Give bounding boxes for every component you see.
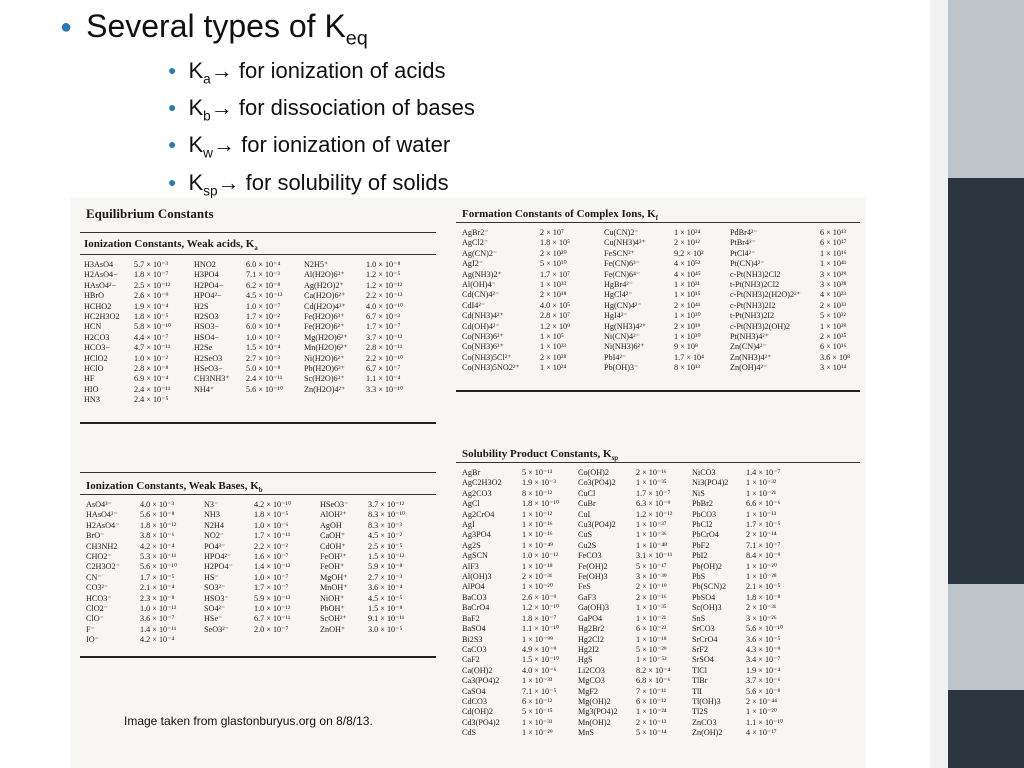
divider [456, 462, 860, 463]
sub-bullet-sub: w [203, 145, 213, 161]
divider [80, 232, 436, 233]
arrow-icon: → [217, 170, 240, 195]
bases-col-4: 4.2 × 10⁻¹⁰ 1.8 × 10⁻⁵ 1.0 × 10⁻⁶ 1.7 × 10⁻¹¹ 2.2 × 10⁻² 1.6 × 10⁻⁷ 1.4 × 10⁻¹² 1.0 × 10⁻⁷ 1.7 × 10⁻⁷ 5.9 × 10⁻¹³ 1.0 × 10⁻¹² 6.7 × 10⁻¹¹ 2.0 × 10⁻⁷ [254, 500, 292, 634]
arrow-icon: → [213, 132, 235, 157]
sub-bullet-k: K [188, 132, 204, 157]
main-bullet [60, 4, 368, 60]
sidebar-block-top [948, 0, 1024, 178]
ksp-col-2: 5 × 10⁻¹³ 1.9 × 10⁻³ 8 × 10⁻¹² 1.8 × 10⁻¹⁰ 1 × 10⁻¹² 1 × 10⁻¹⁶ 1 × 10⁻¹⁶ 1 × 10⁻⁴⁹ 1.0 × 10⁻¹² 1 × 10⁻¹⁸ 2 × 10⁻³¹ 1 × 10⁻²⁰ 2.6 × 10⁻⁹ 1.2 × 10⁻¹⁰ 1.8 × 10⁻⁷ 1.1 × 10⁻¹⁰ 1 × 10⁻⁹⁹ 4.9 × 10⁻⁹ 1.5 × 10⁻¹⁰ 4.0 × 10⁻⁶ 1 × 10⁻³³ 7.1 × 10⁻⁵ 6 × 10⁻¹² 5 × 10⁻¹⁵ 1 × 10⁻³³ 1 × 10⁻²⁹ [522, 468, 560, 738]
bullet-dot-icon: ● [168, 174, 177, 190]
scan-title: Equilibrium Constants [86, 206, 214, 221]
complex-col-4: 1 × 10²⁴ 2 × 10¹² 9.2 × 10² 4 × 10⁵² 4 × 10⁴⁵ 1 × 10²¹ 1 × 10¹⁵ 2 × 10⁴¹ 1 × 10³⁰ 2 × 10¹⁹ 1 × 10³⁰ 9 × 10⁸ 1.7 × 10⁴ 8 × 10¹³ [674, 228, 704, 373]
arrow-icon: → [210, 58, 233, 83]
slide-edge [930, 0, 948, 768]
ksp-col-5: NiCO3 Ni3(PO4)2 NiS PbBr2 PbCO3 PbCl2 PbCrO4 PbF2 PbI2 Pb(OH)2 PbS Pb(SCN)2 PbSO4 Sc(OH)3 SnS SrCO3 SrCrO4 SrF2 SrSO4 TlCl TlBr TlI Tl(OH)3 Tl2S ZnCO3 Zn(OH)2 [692, 468, 729, 738]
sub-bullet-ka [168, 56, 446, 94]
bullet-dot-icon: ● [60, 16, 73, 38]
sidebar-block-bottom [948, 584, 1024, 690]
bullet-dot-icon: ● [168, 99, 177, 115]
divider [456, 222, 860, 223]
acids-col-3: HNO2 H3PO4 H2PO4− HPO4²− H2S H2SO3 HSO3− HSO4− H2Se H2SeO3 HSeO3− CH3NH3⁺ NH4⁺ [194, 260, 230, 394]
sub-bullet-kb [168, 93, 475, 131]
acids-col-2: 5.7 × 10⁻³ 1.8 × 10⁻⁷ 2.5 × 10⁻¹² 2.6 × 10⁻⁹ 1.9 × 10⁻⁴ 1.8 × 10⁻⁵ 5.8 × 10⁻¹⁰ 4.4 × 10⁻⁷ 4.7 × 10⁻¹¹ 1.0 × 10⁻² 2.8 × 10⁻⁸ 6.9 × 10⁻⁴ 2.4 × 10⁻¹¹ 2.4 × 10⁻⁵ [134, 260, 172, 405]
complex-table-title: Formation Constants of Complex Ions, $K_f$ [462, 208, 659, 223]
sidebar-light-blocks [948, 0, 1024, 768]
bases-col-5: HSeO3⁻ AlOH²⁺ AgOH CaOH⁺ CdOH⁺ FeOH²⁺ FeOH⁺ MgOH⁺ MnOH⁺ NiOH⁺ PbOH⁺ ScOH²⁺ ZnOH⁺ [320, 500, 349, 634]
bullet-dot-icon: ● [168, 62, 177, 78]
bases-col-6: 3.7 × 10⁻¹² 8.3 × 10⁻¹⁰ 8.3 × 10⁻³ 4.5 × 10⁻² 2.5 × 10⁻⁵ 1.5 × 10⁻¹² 5.9 × 10⁻⁸ 2.7 × 10⁻³ 3.6 × 10⁻⁴ 4.5 × 10⁻⁵ 1.5 × 10⁻⁸ 9.1 × 10⁻¹¹ 3.0 × 10⁻⁵ [368, 500, 406, 634]
divider [80, 254, 436, 255]
divider [80, 422, 436, 424]
divider [456, 390, 860, 392]
bullet-dot-icon: ● [168, 136, 177, 152]
acids-col-6: 1.0 × 10⁻⁸ 1.2 × 10⁻⁵ 1.2 × 10⁻¹² 2.2 × 10⁻¹³ 4.0 × 10⁻¹⁰ 6.7 × 10⁻³ 1.7 × 10⁻⁷ 3.7 × 10⁻¹² 2.8 × 10⁻¹¹ 2.2 × 10⁻¹⁰ 6.7 × 10⁻⁷ 1.1 × 10⁻⁴ 3.3 × 10⁻¹⁰ [366, 260, 404, 394]
sub-bullet-text: for solubility of solids [239, 170, 449, 195]
sub-bullet-text: for ionization of acids [232, 58, 446, 83]
complex-col-1: AgBr2⁻ AgCl2⁻ Ag(CN)2⁻ AgI2⁻ Ag(NH3)2⁺ Al(OH)4⁻ Cd(CN)4²⁻ CdI4²⁻ Cd(NH3)4²⁺ Cd(OH)4²⁻ Co(NH3)6²⁺ Co(NH3)6³⁺ Co(NH3)5Cl²⁺ Co(NH3)5NO2²⁺ [462, 228, 520, 373]
bases-col-2: 4.0 × 10⁻³ 5.6 × 10⁻⁸ 1.8 × 10⁻¹² 3.8 × 10⁻⁶ 4.2 × 10⁻⁴ 5.3 × 10⁻¹¹ 5.6 × 10⁻¹⁰ 1.7 × 10⁻⁵ 2.1 × 10⁻⁴ 2.3 × 10⁻⁸ 1.0 × 10⁻¹² 3.6 × 10⁻⁷ 1.4 × 10⁻¹¹ 4.2 × 10⁻⁴ [140, 500, 178, 645]
sub-bullet-sub: a [203, 71, 211, 87]
main-bullet-sub: eq [345, 27, 368, 50]
divider [80, 472, 436, 473]
image-caption: Image taken from glastonburyus.org on 8/8/13. [124, 714, 373, 728]
divider [80, 494, 436, 495]
bases-table-title: Ionization Constants, Weak Bases, $K_b$ [86, 480, 263, 495]
bases-col-3: N3⁻ NH3 N2H4 NO2⁻ PO4³⁻ HPO4²⁻ H2PO4⁻ HS⁻ SO3²⁻ HSO3⁻ SO4²⁻ HSe⁻ SeO3²⁻ [204, 500, 233, 634]
sub-bullet-text: for dissociation of bases [232, 95, 475, 120]
complex-col-3: Cu(CN)2⁻ Cu(NH3)4²⁺ FeSCN²⁺ Fe(CN)6³⁻ Fe(CN)6⁴⁻ HgBr4²⁻ HgCl4²⁻ Hg(CN)4²⁻ HgI4²⁻ Hg(NH3)4²⁺ Ni(CN)4²⁻ Ni(NH3)6²⁺ PbI4²⁻ Pb(OH)3⁻ [604, 228, 647, 373]
equilibrium-constants-scan [70, 198, 865, 768]
sub-bullet-k: K [188, 170, 204, 195]
main-bullet-text: Several types of K [86, 8, 346, 44]
sub-bullet-k: K [188, 58, 204, 83]
sub-bullet-sub: sp [203, 183, 218, 199]
acids-table-title: Ionization Constants, Weak acids, $K_a$ [84, 238, 258, 253]
sub-bullet-text: for ionization of water [235, 132, 451, 157]
arrow-icon: → [210, 95, 233, 120]
complex-col-6: 6 × 10¹³ 6 × 10¹⁷ 1 × 10¹⁶ 1 × 10⁴¹ 3 × 10²⁹ 3 × 10²⁸ 4 × 10²³ 2 × 10³³ 5 × 10³² 1 × 10³⁹ 2 × 10³⁵ 6 × 10¹⁶ 3.6 × 10⁸ 3 × 10¹⁴ [820, 228, 850, 373]
acids-col-1: H3AsO4 H2AsO4− HAsO4²− HBrO HCHO2 HC2H3O2 HCN H2CO3 HCO3− HClO2 HClO HF HIO HN3 [84, 260, 120, 405]
complex-col-2: 2 × 10⁷ 1.8 × 10⁵ 2 × 10²⁰ 5 × 10¹⁰ 1.7 × 10⁷ 1 × 10³³ 2 × 10¹⁸ 4.0 × 10⁵ 2.8 × 10⁷ 1.2 × 10⁹ 1 × 10⁵ 1 × 10²³ 2 × 10²⁸ 1 × 10²⁴ [540, 228, 570, 373]
divider [80, 656, 436, 658]
sub-bullet-sub: b [203, 108, 211, 124]
ksp-col-6: 1.4 × 10⁻⁷ 1 × 10⁻³² 1 × 10⁻²¹ 6.6 × 10⁻⁶ 1 × 10⁻¹³ 1.7 × 10⁻⁵ 2 × 10⁻¹⁴ 7.1 × 10⁻⁷ 8.4 × 10⁻⁹ 1 × 10⁻²⁰ 1 × 10⁻²⁸ 2.1 × 10⁻⁵ 1.8 × 10⁻⁸ 2 × 10⁻³¹ 3 × 10⁻²⁶ 5.6 × 10⁻¹⁰ 3.6 × 10⁻⁵ 4.3 × 10⁻⁹ 3.4 × 10⁻⁷ 1.9 × 10⁻⁴ 3.7 × 10⁻⁶ 5.6 × 10⁻⁸ 2 × 10⁻⁴⁴ 1 × 10⁻²⁰ 1.1 × 10⁻¹⁰ 4 × 10⁻¹⁷ [746, 468, 784, 738]
acids-col-4: 6.0 × 10⁻⁴ 7.1 × 10⁻³ 6.2 × 10⁻⁸ 4.5 × 10⁻¹³ 1.0 × 10⁻⁷ 1.7 × 10⁻² 6.0 × 10⁻⁸ 1.0 × 10⁻² 1.5 × 10⁻⁴ 2.7 × 10⁻³ 5.0 × 10⁻⁸ 2.4 × 10⁻¹¹ 5.6 × 10⁻¹⁰ [246, 260, 284, 394]
sub-bullet-kw [168, 130, 450, 168]
ksp-col-1: AgBr AgC2H3O2 Ag2CO3 AgCl Ag2CrO4 AgI Ag3PO4 Ag2S AgSCN AlF3 Al(OH)3 AlPO4 BaCO3 BaCrO4 BaF2 BaSO4 Bi2S3 CaCO3 CaF2 Ca(OH)2 Ca3(PO4)2 CaSO4 CdCO3 Cd(OH)2 Cd3(PO4)2 CdS [462, 468, 502, 738]
acids-col-5: N2H5⁺ Al(H2O)6³⁺ Ag(H2O)2⁺ Ca(H2O)6²⁺ Cd(H2O)4²⁺ Fe(H2O)6³⁺ Fe(H2O)6²⁺ Mg(H2O)6²⁺ Mn(H2O)6²⁺ Ni(H2O)6²⁺ Pb(H2O)6²⁺ Sc(H2O)6³⁺ Zn(H2O)4²⁺ [304, 260, 348, 394]
ksp-table-title: Solubility Product Constants, $K_{sp}$ [462, 448, 619, 463]
bases-col-1: AsO4³⁻ HAsO4²⁻ H2AsO4⁻ BrO⁻ CH3NH2 CHO2⁻ C2H3O2⁻ CN⁻ CO3²⁻ HCO3⁻ ClO2⁻ ClO⁻ F⁻ IO⁻ [86, 500, 120, 645]
sub-bullet-k: K [188, 95, 204, 120]
ksp-col-4: 2 × 10⁻¹⁶ 1 × 10⁻³⁵ 1.7 × 10⁻⁷ 6.3 × 10⁻⁹ 1.2 × 10⁻¹² 1 × 10⁻³⁷ 1 × 10⁻³⁶ 1 × 10⁻⁴⁸ 3.1 × 10⁻¹¹ 5 × 10⁻¹⁷ 3 × 10⁻³⁹ 2 × 10⁻¹⁹ 2 × 10⁻¹⁶ 1 × 10⁻³⁵ 1 × 10⁻²¹ 6 × 10⁻²³ 1 × 10⁻¹⁸ 5 × 10⁻²⁹ 1 × 10⁻⁵² 8.2 × 10⁻⁴ 6.8 × 10⁻⁶ 7 × 10⁻¹¹ 6 × 10⁻¹² 1 × 10⁻²⁴ 2 × 10⁻¹³ 5 × 10⁻¹⁴ [636, 468, 673, 738]
ksp-col-3: Co(OH)2 Co3(PO4)2 CuCl CuBr CuI Cu3(PO4)2 CuS Cu2S FeCO3 Fe(OH)2 Fe(OH)3 FeS GaF3 Ga(OH)3 GaPO4 Hg2Br2 Hg2Cl2 Hg2I2 HgS Li2CO3 MgCO3 MgF2 Mg(OH)2 Mg3(PO4)2 Mn(OH)2 MnS [578, 468, 618, 738]
complex-col-5: PdBr4²⁻ PtBr4²⁻ PtCl4²⁻ Pt(CN)4²⁻ c-Pt(NH3)2Cl2 t-Pt(NH3)2Cl2 c-Pt(NH3)2(H2O)2²⁺ c-Pt(NH3)2I2 t-Pt(NH3)2I2 c-Pt(NH3)2(OH)2 Pt(NH3)4²⁺ Zn(CN)4²⁻ Zn(NH3)4²⁺ Zn(OH)4²⁻ [730, 228, 801, 373]
